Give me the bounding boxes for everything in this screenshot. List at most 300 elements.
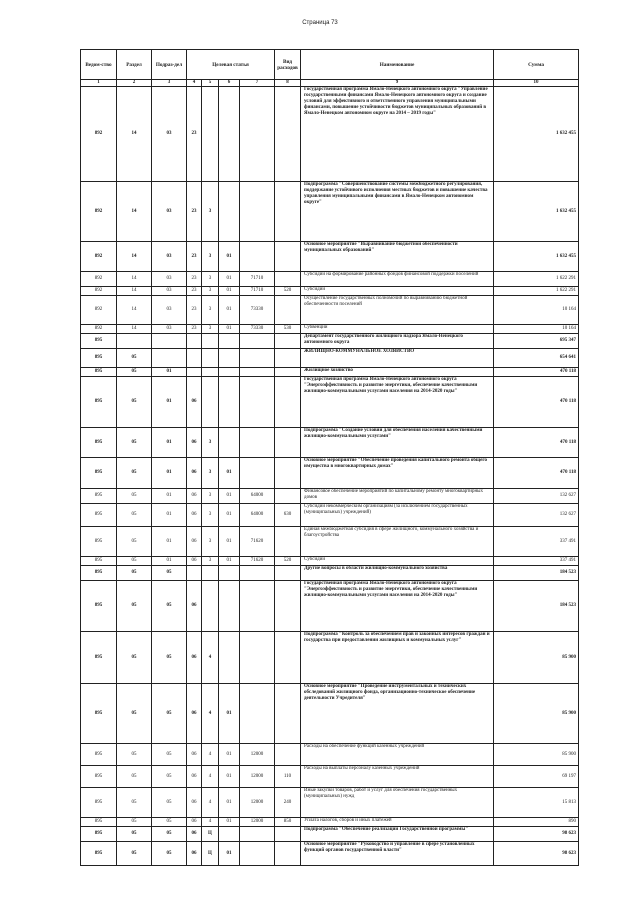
cell-subprogram-code — [202, 368, 219, 377]
page-number-label: Страница 73 — [302, 20, 338, 26]
cell-podrazdel: 03 — [152, 296, 187, 325]
cell-event-code: 01 — [219, 458, 240, 489]
cell-razdel: 05 — [117, 368, 152, 377]
cell-razdel: 05 — [117, 827, 152, 842]
cell-name: Подпрограмма "Создание условий для обеспечения населения качественными жилищно-коммунальными услугами" — [301, 428, 494, 458]
cell-event-code: 01 — [219, 242, 240, 272]
cell-subprogram-code — [202, 581, 219, 632]
cell-program-code: 06 — [187, 428, 202, 458]
cell-expense-type: 110 — [275, 766, 301, 788]
cell-expense-type — [275, 581, 301, 632]
cell-event-code — [219, 182, 240, 242]
cell-event-code: 01 — [219, 788, 240, 818]
cell-vedomstvo: 895 — [81, 377, 117, 428]
cell-direction-code — [240, 684, 275, 744]
table-row — [81, 458, 579, 489]
cell-sum: 1 622 291 — [494, 272, 579, 287]
column-number: 3 — [152, 80, 187, 87]
cell-subprogram-code: 4 — [202, 766, 219, 788]
cell-podrazdel: 01 — [152, 527, 187, 557]
cell-name: Уплата налогов, сборов и иных платежей — [301, 818, 494, 827]
cell-vedomstvo: 895 — [81, 368, 117, 377]
cell-podrazdel: 05 — [152, 632, 187, 684]
table-row — [81, 325, 579, 334]
cell-razdel: 14 — [117, 87, 152, 182]
column-number-row — [81, 80, 579, 87]
cell-direction-code: 71710 — [240, 272, 275, 287]
cell-subprogram-code: 3 — [202, 272, 219, 287]
cell-razdel: 05 — [117, 632, 152, 684]
cell-vedomstvo: 892 — [81, 272, 117, 287]
cell-name: Субсидии на формирование районных фондов финансовой поддержки поселений — [301, 272, 494, 287]
cell-name: Государственная программа Ямало-Ненецкого автономного округа "Энергоэффективность и развитие энергетики, обеспечение качественными жилищно-коммунальными услугами населения на 2014-2020 годы" — [301, 377, 494, 428]
cell-vedomstvo: 892 — [81, 325, 117, 334]
cell-name: Расходы на выплаты персоналу казенных учреждений — [301, 766, 494, 788]
table-header-row — [81, 50, 579, 80]
cell-program-code: 06 — [187, 766, 202, 788]
column-number: 6 — [219, 80, 240, 87]
cell-sum: 654 641 — [494, 349, 579, 368]
header-naimenovanie: Наименование — [301, 50, 494, 80]
cell-sum: 470 118 — [494, 368, 579, 377]
cell-subprogram-code: 3 — [202, 287, 219, 296]
cell-expense-type: 530 — [275, 325, 301, 334]
cell-subprogram-code: 3 — [202, 458, 219, 489]
table-row — [81, 566, 579, 581]
cell-direction-code: 12000 — [240, 818, 275, 827]
cell-expense-type — [275, 242, 301, 272]
cell-sum: 10 164 — [494, 325, 579, 334]
header-podrazdel: Подраз-дел — [152, 50, 187, 80]
cell-direction-code: 71620 — [240, 557, 275, 566]
cell-event-code — [219, 581, 240, 632]
cell-sum: 1 622 291 — [494, 287, 579, 296]
cell-direction-code — [240, 182, 275, 242]
cell-razdel: 14 — [117, 242, 152, 272]
cell-direction-code: 12000 — [240, 744, 275, 766]
cell-event-code: 01 — [219, 325, 240, 334]
cell-expense-type — [275, 632, 301, 684]
cell-event-code: 01 — [219, 766, 240, 788]
cell-direction-code — [240, 87, 275, 182]
cell-sum: 1 632 455 — [494, 242, 579, 272]
cell-event-code — [219, 632, 240, 684]
cell-razdel: 05 — [117, 818, 152, 827]
cell-sum: 132 627 — [494, 489, 579, 504]
cell-razdel: 05 — [117, 527, 152, 557]
table-row — [81, 272, 579, 287]
table-row — [81, 527, 579, 557]
cell-podrazdel: 05 — [152, 788, 187, 818]
cell-sum: 890 — [494, 818, 579, 827]
table-row — [81, 818, 579, 827]
cell-podrazdel: 01 — [152, 428, 187, 458]
cell-podrazdel: 03 — [152, 325, 187, 334]
cell-event-code: 01 — [219, 489, 240, 504]
cell-podrazdel: 03 — [152, 272, 187, 287]
cell-expense-type — [275, 744, 301, 766]
cell-name: Государственная программа Ямало-Ненецкого автономного округа "Энергоэффективность и развитие энергетики, обеспечение качественными жилищно-коммунальными услугами населения на 2014-2020 годы" — [301, 581, 494, 632]
table-row — [81, 296, 579, 325]
cell-expense-type — [275, 296, 301, 325]
cell-podrazdel: 01 — [152, 368, 187, 377]
column-number: 1 — [81, 80, 117, 87]
cell-vedomstvo: 895 — [81, 334, 117, 349]
table-row — [81, 242, 579, 272]
table-row — [81, 744, 579, 766]
cell-podrazdel: 05 — [152, 566, 187, 581]
cell-direction-code — [240, 377, 275, 428]
header-tselevaya-statya: Целевая статья — [187, 50, 275, 80]
cell-subprogram-code: 4 — [202, 788, 219, 818]
cell-event-code: 01 — [219, 296, 240, 325]
cell-expense-type — [275, 458, 301, 489]
column-number: 8 — [275, 80, 301, 87]
cell-razdel: 05 — [117, 842, 152, 866]
cell-subprogram-code: 4 — [202, 744, 219, 766]
cell-vedomstvo: 895 — [81, 827, 117, 842]
table-row — [81, 766, 579, 788]
cell-event-code — [219, 334, 240, 349]
header-summa: Сумма — [494, 50, 579, 80]
cell-expense-type — [275, 87, 301, 182]
cell-direction-code: 64000 — [240, 489, 275, 504]
cell-podrazdel — [152, 334, 187, 349]
cell-expense-type — [275, 182, 301, 242]
cell-event-code — [219, 349, 240, 368]
cell-subprogram-code: 3 — [202, 527, 219, 557]
cell-direction-code — [240, 842, 275, 866]
cell-expense-type — [275, 566, 301, 581]
cell-name: ЖИЛИЩНО-КОММУНАЛЬНОЕ ХОЗЯЙСТВО — [301, 349, 494, 368]
cell-direction-code: 12000 — [240, 788, 275, 818]
cell-direction-code — [240, 428, 275, 458]
cell-program-code: 06 — [187, 527, 202, 557]
cell-expense-type — [275, 684, 301, 744]
cell-event-code — [219, 87, 240, 182]
cell-razdel: 05 — [117, 349, 152, 368]
cell-program-code: 23 — [187, 296, 202, 325]
cell-program-code: 06 — [187, 489, 202, 504]
cell-razdel: 05 — [117, 377, 152, 428]
table-row — [81, 632, 579, 684]
cell-subprogram-code: Ц — [202, 842, 219, 866]
table-row — [81, 581, 579, 632]
cell-subprogram-code: 3 — [202, 428, 219, 458]
cell-name: Основное мероприятие "Руководство и управление в сфере установленных функций органов государственной власти" — [301, 842, 494, 866]
cell-sum: 98 623 — [494, 842, 579, 866]
cell-subprogram-code: 3 — [202, 489, 219, 504]
cell-expense-type — [275, 349, 301, 368]
cell-event-code: 01 — [219, 527, 240, 557]
cell-subprogram-code: 3 — [202, 182, 219, 242]
cell-name: Основное мероприятие "Обеспечение проведения капитального ремонта общего имущества в многоквартирных домах" — [301, 458, 494, 489]
cell-subprogram-code: 4 — [202, 818, 219, 827]
header-vedomstvo: Ведом-ство — [81, 50, 117, 80]
cell-razdel: 14 — [117, 325, 152, 334]
cell-name: Подпрограмма "Контроль за обеспечением прав и законных интересов граждан и государства при предоставлении жилищных и коммунальных услуг" — [301, 632, 494, 684]
cell-program-code — [187, 334, 202, 349]
budget-table — [80, 49, 579, 866]
cell-sum: 337 491 — [494, 527, 579, 557]
cell-expense-type: 520 — [275, 287, 301, 296]
cell-vedomstvo: 892 — [81, 287, 117, 296]
cell-expense-type — [275, 272, 301, 287]
cell-direction-code — [240, 334, 275, 349]
cell-program-code: 06 — [187, 581, 202, 632]
table-row — [81, 368, 579, 377]
cell-name: Другие вопросы в области жилищно-коммунального хозяйства — [301, 566, 494, 581]
cell-subprogram-code — [202, 334, 219, 349]
cell-vedomstvo: 895 — [81, 557, 117, 566]
cell-podrazdel: 03 — [152, 87, 187, 182]
cell-sum: 10 164 — [494, 296, 579, 325]
cell-direction-code — [240, 827, 275, 842]
cell-direction-code — [240, 566, 275, 581]
cell-event-code — [219, 377, 240, 428]
table-row — [81, 504, 579, 527]
cell-sum: 85 900 — [494, 744, 579, 766]
cell-direction-code — [240, 458, 275, 489]
cell-direction-code — [240, 349, 275, 368]
cell-podrazdel — [152, 349, 187, 368]
cell-vedomstvo: 895 — [81, 428, 117, 458]
cell-name: Субсидии — [301, 287, 494, 296]
cell-name: Единая межбюджетная субсидия в сфере жилищного, коммунального хозяйства и благоустройства — [301, 527, 494, 557]
cell-razdel: 05 — [117, 489, 152, 504]
table-row — [81, 489, 579, 504]
cell-razdel: 14 — [117, 287, 152, 296]
cell-program-code: 23 — [187, 242, 202, 272]
cell-name: Подпрограмма "Обеспечение реализации Государственной программы" — [301, 827, 494, 842]
cell-program-code: 23 — [187, 325, 202, 334]
cell-vedomstvo: 895 — [81, 788, 117, 818]
column-number: 5 — [202, 80, 219, 87]
table-row — [81, 182, 579, 242]
cell-program-code — [187, 368, 202, 377]
cell-name: Подпрограмма "Совершенствование системы межбюджетного регулирования, поддержание устойчивого исполнения местных бюджетов и повышение качества управления муниципальными финансами в Ямало-Ненецком автономном округе" — [301, 182, 494, 242]
cell-podrazdel: 05 — [152, 766, 187, 788]
cell-podrazdel: 03 — [152, 242, 187, 272]
cell-event-code: 01 — [219, 287, 240, 296]
cell-subprogram-code — [202, 377, 219, 428]
cell-subprogram-code: 4 — [202, 632, 219, 684]
cell-subprogram-code: 3 — [202, 242, 219, 272]
table-row — [81, 788, 579, 818]
table-row — [81, 842, 579, 866]
cell-program-code: 06 — [187, 557, 202, 566]
cell-podrazdel: 05 — [152, 827, 187, 842]
cell-name: Осуществление государственных полномочий по выравниванию бюджетной обеспеченности поселений — [301, 296, 494, 325]
cell-sum: 184 523 — [494, 581, 579, 632]
cell-razdel: 05 — [117, 766, 152, 788]
cell-name: Финансовое обеспечение мероприятий по капитальному ремонту многоквартирных домов — [301, 489, 494, 504]
cell-sum: 69 197 — [494, 766, 579, 788]
cell-sum: 85 900 — [494, 632, 579, 684]
cell-sum: 470 118 — [494, 428, 579, 458]
cell-podrazdel: 05 — [152, 818, 187, 827]
cell-vedomstvo: 895 — [81, 566, 117, 581]
cell-direction-code: 73330 — [240, 296, 275, 325]
cell-subprogram-code: Ц — [202, 827, 219, 842]
cell-sum: 337 491 — [494, 557, 579, 566]
cell-sum: 1 632 455 — [494, 87, 579, 182]
cell-name: Основное мероприятие "Выравнивание бюджетной обеспеченности муниципальных образований" — [301, 242, 494, 272]
cell-program-code: 06 — [187, 788, 202, 818]
cell-subprogram-code: 3 — [202, 325, 219, 334]
cell-name: Основное мероприятие "Проведение инструментальных и технических обследований жилищного фонда, организационно-техническое обеспечение деятельности Учредителя" — [301, 684, 494, 744]
table-row — [81, 287, 579, 296]
cell-razdel: 05 — [117, 684, 152, 744]
cell-razdel: 05 — [117, 566, 152, 581]
cell-expense-type: 850 — [275, 818, 301, 827]
cell-podrazdel: 01 — [152, 557, 187, 566]
cell-sum: 132 627 — [494, 504, 579, 527]
cell-vedomstvo: 895 — [81, 684, 117, 744]
table-row — [81, 557, 579, 566]
cell-vedomstvo: 895 — [81, 766, 117, 788]
cell-sum: 470 118 — [494, 458, 579, 489]
cell-program-code: 06 — [187, 744, 202, 766]
cell-direction-code — [240, 581, 275, 632]
cell-sum: 85 900 — [494, 684, 579, 744]
column-number: 7 — [240, 80, 275, 87]
cell-direction-code: 71620 — [240, 527, 275, 557]
cell-program-code: 06 — [187, 377, 202, 428]
cell-razdel: 05 — [117, 557, 152, 566]
cell-sum: 1 632 455 — [494, 182, 579, 242]
cell-vedomstvo: 895 — [81, 842, 117, 866]
cell-razdel: 05 — [117, 788, 152, 818]
cell-direction-code: 64000 — [240, 504, 275, 527]
cell-podrazdel: 01 — [152, 504, 187, 527]
table-row — [81, 428, 579, 458]
column-number: 2 — [117, 80, 152, 87]
cell-sum: 470 118 — [494, 377, 579, 428]
cell-podrazdel: 05 — [152, 581, 187, 632]
cell-expense-type — [275, 827, 301, 842]
cell-vedomstvo: 895 — [81, 581, 117, 632]
cell-sum: 98 623 — [494, 827, 579, 842]
cell-subprogram-code — [202, 87, 219, 182]
cell-direction-code — [240, 368, 275, 377]
cell-sum: 15 813 — [494, 788, 579, 818]
cell-vedomstvo: 895 — [81, 744, 117, 766]
cell-event-code: 01 — [219, 504, 240, 527]
cell-direction-code: 71710 — [240, 287, 275, 296]
cell-name: Субсидии некоммерческим организациям (за исключением государственных (муниципальных) учреждений) — [301, 504, 494, 527]
cell-event-code: 01 — [219, 744, 240, 766]
cell-event-code — [219, 368, 240, 377]
cell-direction-code — [240, 632, 275, 684]
cell-vedomstvo: 892 — [81, 182, 117, 242]
cell-vedomstvo: 895 — [81, 818, 117, 827]
cell-subprogram-code — [202, 349, 219, 368]
cell-subprogram-code: 4 — [202, 684, 219, 744]
cell-podrazdel: 01 — [152, 489, 187, 504]
cell-podrazdel: 03 — [152, 287, 187, 296]
column-number: 4 — [187, 80, 202, 87]
cell-razdel — [117, 334, 152, 349]
cell-expense-type — [275, 368, 301, 377]
cell-event-code — [219, 566, 240, 581]
column-number: 10 — [494, 80, 579, 87]
cell-razdel: 05 — [117, 458, 152, 489]
cell-name: Субвенции — [301, 325, 494, 334]
cell-razdel: 05 — [117, 428, 152, 458]
cell-direction-code: 73330 — [240, 325, 275, 334]
cell-expense-type: 240 — [275, 788, 301, 818]
cell-name: Иные закупки товаров, работ и услуг для обеспечения государственных (муниципальных) нужд — [301, 788, 494, 818]
cell-event-code: 01 — [219, 818, 240, 827]
cell-subprogram-code — [202, 566, 219, 581]
table-row — [81, 684, 579, 744]
cell-event-code — [219, 428, 240, 458]
header-razdel: Раздел — [117, 50, 152, 80]
cell-program-code: 23 — [187, 182, 202, 242]
cell-podrazdel: 05 — [152, 842, 187, 866]
table-row — [81, 349, 579, 368]
column-number: 9 — [301, 80, 494, 87]
cell-event-code: 01 — [219, 557, 240, 566]
cell-program-code: 06 — [187, 818, 202, 827]
cell-expense-type: 520 — [275, 557, 301, 566]
cell-razdel: 05 — [117, 581, 152, 632]
header-vid-raskhodov: Вид расходов — [275, 50, 301, 80]
cell-vedomstvo: 895 — [81, 349, 117, 368]
cell-program-code: 06 — [187, 632, 202, 684]
cell-subprogram-code: 3 — [202, 504, 219, 527]
cell-subprogram-code: 3 — [202, 557, 219, 566]
table-row — [81, 377, 579, 428]
cell-program-code: 23 — [187, 87, 202, 182]
cell-program-code: 23 — [187, 287, 202, 296]
cell-expense-type — [275, 842, 301, 866]
cell-sum: 695 347 — [494, 334, 579, 349]
cell-sum: 184 523 — [494, 566, 579, 581]
cell-vedomstvo: 892 — [81, 296, 117, 325]
cell-program-code: 06 — [187, 504, 202, 527]
cell-event-code — [219, 827, 240, 842]
cell-expense-type — [275, 428, 301, 458]
cell-vedomstvo: 895 — [81, 504, 117, 527]
cell-name: Субсидии — [301, 557, 494, 566]
cell-name: Департамент государственного жилищного надзора Ямало-Ненецкого автономного округа — [301, 334, 494, 349]
cell-razdel: 14 — [117, 296, 152, 325]
cell-expense-type — [275, 377, 301, 428]
cell-vedomstvo: 895 — [81, 458, 117, 489]
cell-podrazdel: 01 — [152, 458, 187, 489]
cell-program-code: 06 — [187, 827, 202, 842]
cell-podrazdel: 05 — [152, 744, 187, 766]
cell-razdel: 14 — [117, 182, 152, 242]
cell-expense-type — [275, 489, 301, 504]
cell-razdel: 05 — [117, 744, 152, 766]
cell-program-code — [187, 349, 202, 368]
cell-subprogram-code: 3 — [202, 296, 219, 325]
cell-name: Расходы на обеспечение функций казенных учреждений — [301, 744, 494, 766]
cell-podrazdel: 03 — [152, 182, 187, 242]
table-row — [81, 827, 579, 842]
cell-expense-type: 630 — [275, 504, 301, 527]
cell-name: Жилищное хозяйство — [301, 368, 494, 377]
cell-expense-type — [275, 527, 301, 557]
cell-vedomstvo: 892 — [81, 242, 117, 272]
cell-vedomstvo: 892 — [81, 87, 117, 182]
cell-program-code: 06 — [187, 684, 202, 744]
cell-direction-code — [240, 242, 275, 272]
cell-program-code: 23 — [187, 272, 202, 287]
